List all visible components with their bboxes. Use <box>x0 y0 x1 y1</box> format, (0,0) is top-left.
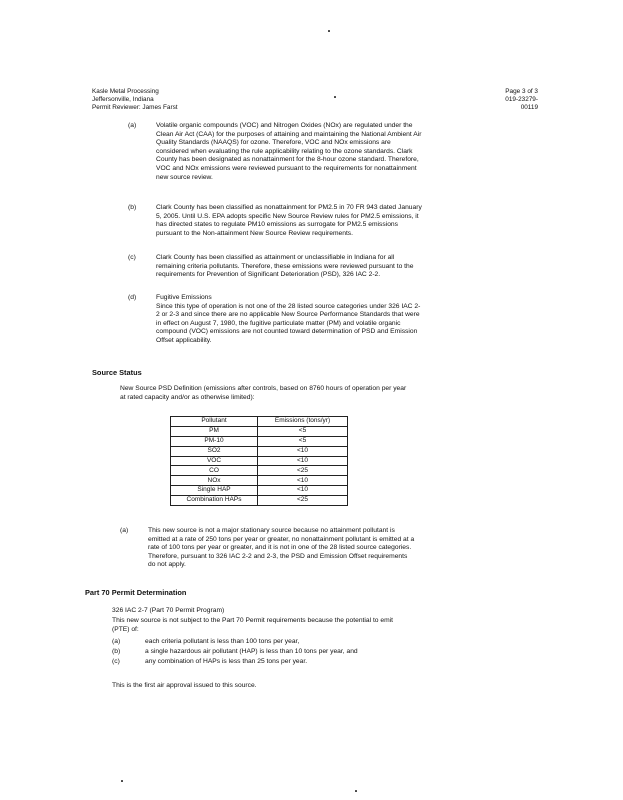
part70-closing: This is the first air approval issued to this source. <box>112 682 257 689</box>
part70-subhead: 326 IAC 2-7 (Part 70 Permit Program) <box>112 607 225 614</box>
intro-line-2: at rated capacity and/or as otherwise limited): <box>120 393 255 401</box>
item-a-line-3: Quality Standards (NAAQS) for ozone. Therefore, VOC and NOx emissions are <box>156 139 391 147</box>
item-label: (d) <box>128 294 137 301</box>
item-c-line-3: requirements for Prevention of Significant Deterioration (PSD), 326 IAC 2-2. <box>156 271 381 279</box>
item-a-line-7: new source review. <box>156 173 213 181</box>
emissions-cell: <25 <box>258 466 348 476</box>
item-label: (c) <box>128 254 136 261</box>
item-d-line-3: 2 or 2-3 and since there are no applicable New Source Performance Standards that were <box>156 311 420 319</box>
pollutant-cell: Single HAP <box>171 486 258 496</box>
scan-speck <box>334 96 336 98</box>
item-label: (b) <box>128 204 137 211</box>
source-status-intro <box>120 385 550 402</box>
pollutant-cell: Combination HAPs <box>171 496 258 506</box>
part70-intro-line-1: This new source is not subject to the Part 70 Permit requirements because the potential to emit <box>112 617 394 624</box>
pollutant-cell: VOC <box>171 456 258 466</box>
emissions-cell: <5 <box>258 426 348 436</box>
page-header-right <box>490 88 538 113</box>
table-row <box>171 466 348 476</box>
part70-intro <box>112 617 552 634</box>
note-line-1: This new source is not a major stationary source because no attainment pollutant is <box>148 527 395 534</box>
item-b-line-2: 5, 2005. Until U.S. EPA adopts specific New Source Review rules for PM2.5 emissions, it <box>156 212 419 220</box>
item-b-line-3: has directed states to regulate PM10 emissions as surrogate for PM2.5 emissions <box>156 221 398 229</box>
column-header-emissions: Emissions (tons/yr) <box>258 417 348 427</box>
list-item-text: any combination of HAPs is less than 25 tons per year. <box>145 658 308 665</box>
item-a-line-4: considered when evaluating the rule applicability relating to the ozone standards. Clark <box>156 147 413 155</box>
page-header-left <box>92 88 178 113</box>
item-label: (a) <box>128 122 137 129</box>
item-c-line-2: remaining criteria pollutants. Therefore, these emissions were reviewed pursuant to the <box>156 262 414 270</box>
list-item-label: (c) <box>112 658 120 665</box>
item-a-line-5: County has been designated as nonattainment for the 8-hour ozone standard. Therefore, <box>156 156 419 164</box>
emissions-cell: <25 <box>258 496 348 506</box>
item-b-line-4: pursuant to the Non-attainment New Source Review requirements. <box>156 229 354 237</box>
emissions-cell: <10 <box>258 456 348 466</box>
item-c-line-1: Clark County has been classified as attainment or unclassifiable in Indiana for all <box>156 254 395 261</box>
table-row <box>171 436 348 446</box>
scan-speck <box>355 790 357 792</box>
intro-line-1: New Source PSD Definition (emissions after controls, based on 8760 hours of operation per year <box>120 385 407 392</box>
header-page-number: Page 3 of 3 <box>505 88 538 95</box>
header-company: Kasle Metal Processing <box>92 88 159 95</box>
note-line-2: emitted at a rate of 250 tons per year or greater, no nonattainment pollutant is emitted at a <box>148 535 415 543</box>
emissions-cell: <10 <box>258 486 348 496</box>
part70-intro-line-2: (PTE) of: <box>112 625 139 633</box>
table-row <box>171 446 348 456</box>
note-line-4: Therefore, pursuant to 326 IAC 2-2 and 2-3, the PSD and Emission Offset requirements <box>148 552 408 560</box>
list-item-label: (b) <box>112 648 121 655</box>
scan-speck <box>328 30 330 32</box>
pollutant-cell: SO2 <box>171 446 258 456</box>
table-header-row <box>171 417 348 427</box>
item-d-line-6: Offset applicability. <box>156 337 212 344</box>
header-permit-number: 019-23279-00119 <box>505 96 538 112</box>
pollutant-cell: NOx <box>171 476 258 486</box>
emissions-cell: <5 <box>258 436 348 446</box>
table-row <box>171 426 348 436</box>
emissions-cell: <10 <box>258 446 348 456</box>
pollutant-cell: CO <box>171 466 258 476</box>
note-label: (a) <box>120 527 129 534</box>
note-line-3: rate of 100 tons per year or greater, and it is not in one of the 28 listed source categories. <box>148 544 412 552</box>
note-line-5: do not apply. <box>148 561 186 569</box>
table-row <box>171 486 348 496</box>
item-b-line-1: Clark County has been classified as nonattainment for PM2.5 in 70 FR 943 dated January <box>156 204 422 211</box>
emissions-cell: <10 <box>258 476 348 486</box>
table-row <box>171 456 348 466</box>
item-d-line-4: in effect on August 7, 1980, the fugitive particulate matter (PM) and volatile organic <box>156 319 401 327</box>
scan-speck <box>121 780 123 782</box>
item-a-line-2: Clean Air Act (CAA) for the purposes of attaining and maintaining the National Ambient Air <box>156 130 422 138</box>
item-d-line-1: Fugitive Emissions <box>156 294 212 301</box>
table-row <box>171 476 348 486</box>
item-a-line-1: Volatile organic compounds (VOC) and Nitrogen Oxides (NOx) are regulated under the <box>156 122 413 129</box>
part70-heading: Part 70 Permit Determination <box>85 588 187 597</box>
list-item-label: (a) <box>112 638 121 645</box>
item-a-line-6: VOC and NOx emissions were reviewed pursuant to the requirements for nonattainment <box>156 165 417 172</box>
header-location: Jeffersonville, Indiana <box>92 96 154 104</box>
column-header-pollutant: Pollutant <box>171 417 258 427</box>
list-item-text: each criteria pollutant is less than 100 tons per year, <box>145 638 300 645</box>
pollutant-cell: PM <box>171 426 258 436</box>
header-reviewer: Permit Reviewer: James Farst <box>92 104 178 112</box>
source-status-heading: Source Status <box>92 368 142 377</box>
emissions-table <box>170 416 348 506</box>
pollutant-cell: PM-10 <box>171 436 258 446</box>
item-d-line-5: compound (VOC) emissions are not counted toward determination of PSD and Emission <box>156 328 418 336</box>
item-d-line-2: Since this type of operation is not one of the 28 listed source categories under 326 IAC 2- <box>156 302 421 310</box>
list-item-text: a single hazardous air pollutant (HAP) is less than 10 tons per year, and <box>145 648 358 655</box>
table-row <box>171 496 348 506</box>
